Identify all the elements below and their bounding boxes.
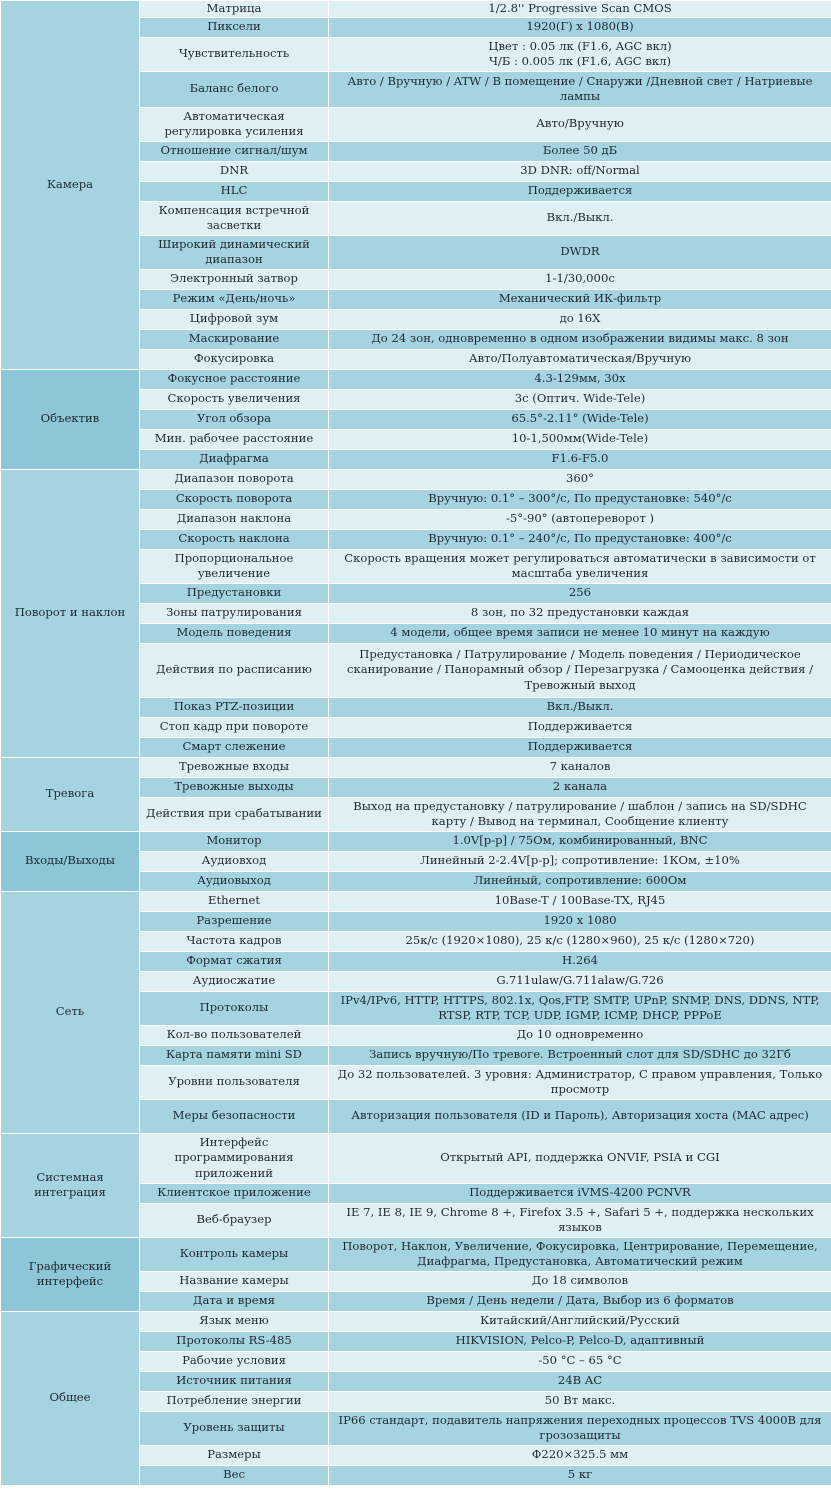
spec-key: Фокусировка xyxy=(140,349,329,369)
spec-key: Модель поведения xyxy=(140,623,329,643)
spec-value: Выход на предустановку / патрулирование / шаблон / запись на SD/SDHC карту / Вывод на терминал, Сообщение клиенту xyxy=(329,797,831,831)
spec-key: Фокусное расстояние xyxy=(140,369,329,389)
spec-row xyxy=(1,1133,831,1183)
spec-key: Источник питания xyxy=(140,1371,329,1391)
spec-value: Вкл./Выкл. xyxy=(329,201,831,235)
spec-value: До 32 пользователей. 3 уровня: Администратор, С правом управления, Только просмотр xyxy=(329,1065,831,1099)
spec-value: Китайский/Английский/Русский xyxy=(329,1311,831,1331)
spec-key: Зоны патрулирования xyxy=(140,603,329,623)
spec-key: Чувствительность xyxy=(140,37,329,71)
spec-row xyxy=(1,1,831,18)
spec-value: -50 °C – 65 °C xyxy=(329,1351,831,1371)
spec-value: 256 xyxy=(329,583,831,603)
spec-value: IPv4/IPv6, HTTP, HTTPS, 802.1x, Qos,FTP, SMTP, UPnP, SNMP, DNS, DDNS, NTP, RTSP, RTP, TCP, UDP, IGMP, ICMP, DHCP, PPPoE xyxy=(329,991,831,1025)
section-name: Системная интеграция xyxy=(1,1133,140,1237)
section-name: Камера xyxy=(1,1,140,370)
spec-key: Маскирование xyxy=(140,329,329,349)
spec-key: Предустановки xyxy=(140,583,329,603)
spec-value: Вручную: 0.1° – 300°/с, По предустановке: 540°/с xyxy=(329,489,831,509)
spec-key: Скорость наклона xyxy=(140,529,329,549)
spec-value: Время / День недели / Дата, Выбор из 6 форматов xyxy=(329,1291,831,1311)
section-name: Графический интерфейс xyxy=(1,1237,140,1311)
spec-value: 50 Вт макс. xyxy=(329,1391,831,1411)
spec-key: Угол обзора xyxy=(140,409,329,429)
spec-value: Скорость вращения может регулироваться автоматически в зависимости от масштаба увеличения xyxy=(329,549,831,583)
spec-value: 8 зон, по 32 предустановки каждая xyxy=(329,603,831,623)
spec-value: Механический ИК-фильтр xyxy=(329,289,831,309)
section-name: Сеть xyxy=(1,891,140,1133)
spec-key: Язык меню xyxy=(140,1311,329,1331)
spec-value: Более 50 дБ xyxy=(329,141,831,161)
spec-key: Протоколы xyxy=(140,991,329,1025)
section-name: Общее xyxy=(1,1311,140,1485)
spec-value: Вкл./Выкл. xyxy=(329,697,831,717)
spec-key: HLC xyxy=(140,181,329,201)
spec-value: Открытый API, поддержка ONVIF, PSIA и CGI xyxy=(329,1133,831,1183)
spec-value: F1.6-F5.0 xyxy=(329,449,831,469)
spec-key: Диапазон наклона xyxy=(140,509,329,529)
spec-key: Веб-браузер xyxy=(140,1203,329,1237)
spec-value: Линейный 2-2.4V[p-p]; сопротивление: 1КОм, ±10% xyxy=(329,851,831,871)
spec-value: 10Base-T / 100Base-TX, RJ45 xyxy=(329,891,831,911)
spec-key: Стоп кадр при повороте xyxy=(140,717,329,737)
spec-key: Отношение сигнал/шум xyxy=(140,141,329,161)
spec-value: 2 канала xyxy=(329,777,831,797)
spec-key: DNR xyxy=(140,161,329,181)
spec-key: Разрешение xyxy=(140,911,329,931)
spec-key: Компенсация встречной засветки xyxy=(140,201,329,235)
spec-value: 1/2.8'' Progressive Scan CMOS xyxy=(329,1,831,18)
spec-value: Вручную: 0.1° – 240°/с, По предустановке: 400°/с xyxy=(329,529,831,549)
spec-value: DWDR xyxy=(329,235,831,269)
spec-row xyxy=(1,369,831,389)
spec-value: 360° xyxy=(329,469,831,489)
spec-value: Авто / Вручную / ATW / В помещение / Снаружи /Дневной свет / Натриевые лампы xyxy=(329,71,831,107)
spec-value: 1.0V[p-p] / 75Ом, комбинированный, BNC xyxy=(329,831,831,851)
section-name: Поворот и наклон xyxy=(1,469,140,757)
spec-row xyxy=(1,757,831,777)
spec-key: Показ PTZ-позиции xyxy=(140,697,329,717)
spec-value: Φ220×325.5 мм xyxy=(329,1445,831,1465)
spec-value: Поддерживается iVMS-4200 PCNVR xyxy=(329,1183,831,1203)
spec-key: Размеры xyxy=(140,1445,329,1465)
spec-value: 4 модели, общее время записи не менее 10 минут на каждую xyxy=(329,623,831,643)
spec-key: Формат сжатия xyxy=(140,951,329,971)
spec-row xyxy=(1,1311,831,1331)
spec-value: 25к/с (1920×1080), 25 к/с (1280×960), 25 к/с (1280×720) xyxy=(329,931,831,951)
spec-value: Поворот, Наклон, Увеличение, Фокусировка, Центрирование, Перемещение, Диафрагма, Предустановка, Автоматический режим xyxy=(329,1237,831,1271)
spec-key: Смарт слежение xyxy=(140,737,329,757)
spec-key: Аудиовыход xyxy=(140,871,329,891)
spec-value: HIKVISION, Pelco-P, Pelco-D, адаптивный xyxy=(329,1331,831,1351)
spec-key: Матрица xyxy=(140,1,329,18)
spec-key: Ethernet xyxy=(140,891,329,911)
spec-key: Действия при срабатывании xyxy=(140,797,329,831)
spec-key: Пиксели xyxy=(140,17,329,37)
spec-key: Частота кадров xyxy=(140,931,329,951)
spec-key: Дата и время xyxy=(140,1291,329,1311)
spec-row xyxy=(1,1237,831,1271)
spec-value: 5 кг xyxy=(329,1465,831,1485)
spec-value: -5°-90° (автопереворот ) xyxy=(329,509,831,529)
spec-value: Запись вручную/По тревоге. Встроенный слот для SD/SDHC до 32Гб xyxy=(329,1045,831,1065)
spec-key: Аудиовход xyxy=(140,851,329,871)
spec-value: До 18 символов xyxy=(329,1271,831,1291)
spec-key: Мин. рабочее расстояние xyxy=(140,429,329,449)
spec-key: Цифровой зум xyxy=(140,309,329,329)
spec-value: Авто/Полуавтоматическая/Вручную xyxy=(329,349,831,369)
spec-value: 7 каналов xyxy=(329,757,831,777)
spec-key: Рабочие условия xyxy=(140,1351,329,1371)
spec-value: 1920 x 1080 xyxy=(329,911,831,931)
spec-row xyxy=(1,469,831,489)
spec-value: до 16X xyxy=(329,309,831,329)
spec-key: Автоматическая регулировка усиления xyxy=(140,107,329,141)
spec-value: Цвет : 0.05 лк (F1.6, AGC вкл) Ч/Б : 0.005 лк (F1.6, AGC вкл) xyxy=(329,37,831,71)
spec-key: Уровень защиты xyxy=(140,1411,329,1445)
spec-key: Диафрагма xyxy=(140,449,329,469)
section-name: Входы/Выходы xyxy=(1,831,140,891)
spec-key: Интерфейс программирования приложений xyxy=(140,1133,329,1183)
spec-key: Название камеры xyxy=(140,1271,329,1291)
spec-key: Вес xyxy=(140,1465,329,1485)
spec-key: Кол-во пользователей xyxy=(140,1025,329,1045)
spec-value: Предустановка / Патрулирование / Модель поведения / Периодическое сканирование / Панорамный обзор / Перезагрузка / Самооценка действия / Тревожный выход xyxy=(329,643,831,697)
spec-value: 10-1,500мм(Wide-Tele) xyxy=(329,429,831,449)
section-name: Объектив xyxy=(1,369,140,469)
spec-key: Электронный затвор xyxy=(140,269,329,289)
spec-key: Меры безопасности xyxy=(140,1099,329,1133)
spec-value: 1920(Г) x 1080(В) xyxy=(329,17,831,37)
spec-value: Поддерживается xyxy=(329,181,831,201)
spec-value: До 10 одновременно xyxy=(329,1025,831,1045)
spec-value: Авторизация пользователя (ID и Пароль), Авторизация хоста (MAC адрес) xyxy=(329,1099,831,1133)
spec-value: 4.3-129мм, 30x xyxy=(329,369,831,389)
spec-key: Протоколы RS-485 xyxy=(140,1331,329,1351)
spec-key: Контроль камеры xyxy=(140,1237,329,1271)
spec-value: H.264 xyxy=(329,951,831,971)
spec-value: Поддерживается xyxy=(329,717,831,737)
spec-value: 3с (Оптич. Wide-Tele) xyxy=(329,389,831,409)
spec-table-body xyxy=(1,1,831,1486)
spec-value: 24В AC xyxy=(329,1371,831,1391)
spec-key: Скорость поворота xyxy=(140,489,329,509)
spec-key: Широкий динамический диапазон xyxy=(140,235,329,269)
spec-key: Клиентское приложение xyxy=(140,1183,329,1203)
spec-key: Карта памяти mini SD xyxy=(140,1045,329,1065)
spec-key: Скорость увеличения xyxy=(140,389,329,409)
spec-key: Пропорциональное увеличение xyxy=(140,549,329,583)
spec-row xyxy=(1,891,831,911)
spec-value: 3D DNR: off/Normal xyxy=(329,161,831,181)
spec-row xyxy=(1,831,831,851)
section-name: Тревога xyxy=(1,757,140,831)
spec-key: Уровни пользователя xyxy=(140,1065,329,1099)
spec-value: Линейный, сопротивление: 600Ом xyxy=(329,871,831,891)
spec-key: Действия по расписанию xyxy=(140,643,329,697)
spec-value: G.711ulaw/G.711alaw/G.726 xyxy=(329,971,831,991)
spec-value: 65.5°-2.11° (Wide-Tele) xyxy=(329,409,831,429)
spec-key: Баланс белого xyxy=(140,71,329,107)
spec-key: Монитор xyxy=(140,831,329,851)
spec-key: Тревожные входы xyxy=(140,757,329,777)
spec-key: Потребление энергии xyxy=(140,1391,329,1411)
spec-key: Режим «День/ночь» xyxy=(140,289,329,309)
spec-key: Тревожные выходы xyxy=(140,777,329,797)
spec-value: IP66 стандарт, подавитель напряжения переходных процессов TVS 4000В для грозозащиты xyxy=(329,1411,831,1445)
spec-key: Аудиосжатие xyxy=(140,971,329,991)
spec-value: 1-1/30,000с xyxy=(329,269,831,289)
spec-key: Диапазон поворота xyxy=(140,469,329,489)
spec-value: Поддерживается xyxy=(329,737,831,757)
spec-value: До 24 зон, одновременно в одном изображении видимы макс. 8 зон xyxy=(329,329,831,349)
spec-value: Авто/Вручную xyxy=(329,107,831,141)
spec-value: IE 7, IE 8, IE 9, Chrome 8 +, Firefox 3.5 +, Safari 5 +, поддержка нескольких языков xyxy=(329,1203,831,1237)
